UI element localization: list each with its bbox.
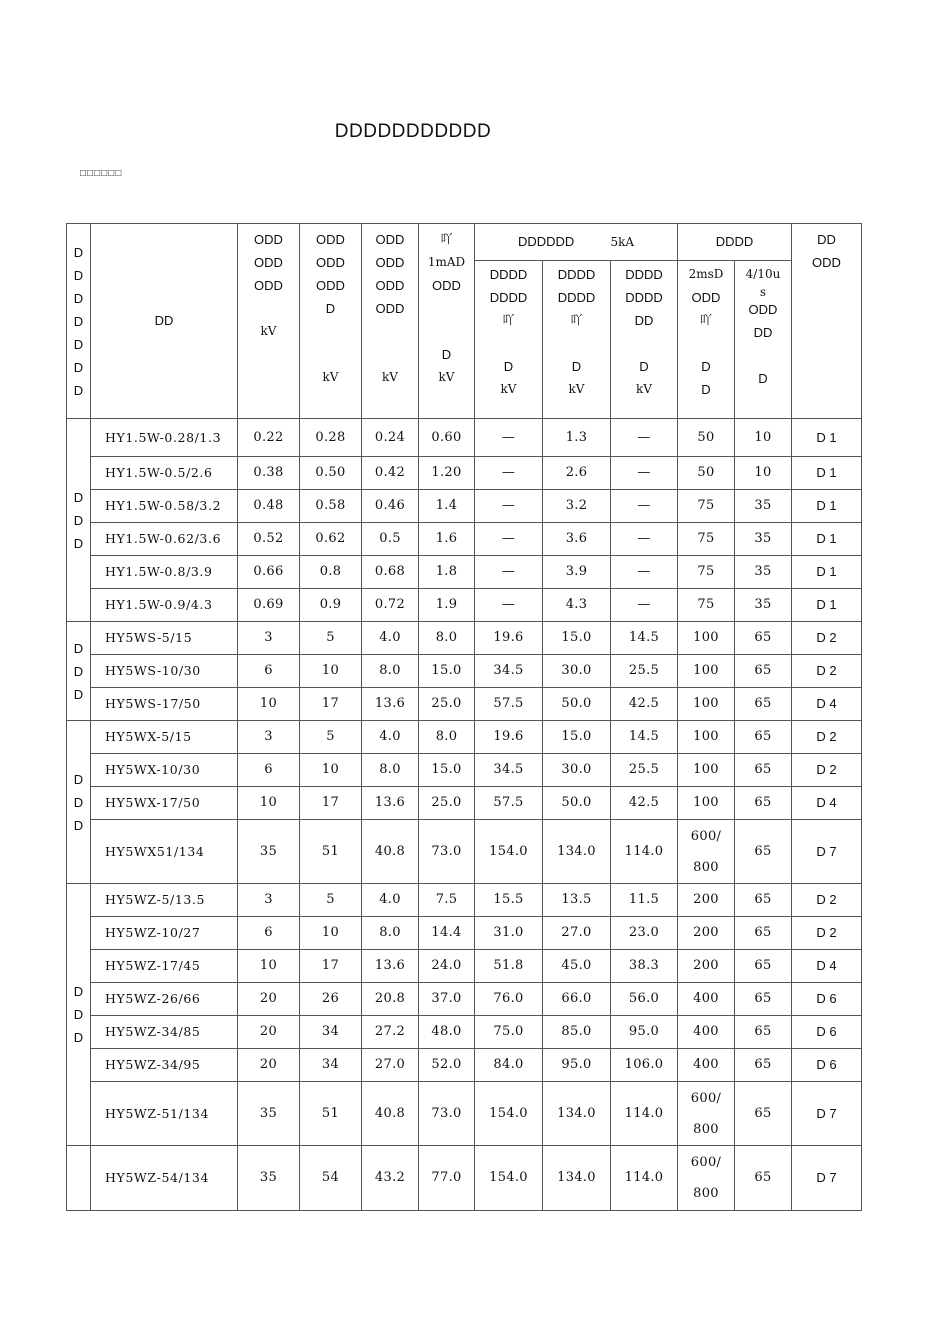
header-row-1 — [67, 224, 862, 261]
value-cell-a: 35 — [238, 820, 300, 884]
value-cell-b: 0.58 — [300, 490, 362, 523]
value-cell-c2: 65 — [735, 1016, 792, 1049]
value-cell-c1: 75 — [678, 556, 735, 589]
value-cell-b: 17 — [300, 787, 362, 820]
note-cell: D 6 — [792, 983, 862, 1016]
value-cell-d: 0.60 — [419, 419, 475, 457]
value-cell-b: 26 — [300, 983, 362, 1016]
value-cell-c2: 65 — [735, 688, 792, 721]
value-cell-c: 40.8 — [362, 820, 419, 884]
note-cell: D 2 — [792, 884, 862, 917]
value-cell-b: 51 — [300, 1082, 362, 1146]
value-cell-d: 1.9 — [419, 589, 475, 622]
value-cell-d: 1.20 — [419, 457, 475, 490]
value-cell-c1: 75 — [678, 523, 735, 556]
header-res2: DDDD DDDD 吖 D kV — [543, 261, 611, 419]
value-cell-r2: 13.5 — [543, 884, 611, 917]
header-res1: DDDD DDDD 吖 D kV — [475, 261, 543, 419]
value-cell-d: 24.0 — [419, 950, 475, 983]
value-cell-r2: 95.0 — [543, 1049, 611, 1082]
note-cell: D 1 — [792, 556, 862, 589]
value-cell-r2: 15.0 — [543, 721, 611, 754]
table-row — [67, 655, 862, 688]
note-cell: D 2 — [792, 655, 862, 688]
model-cell: HY5WX-17/50 — [91, 787, 238, 820]
value-cell-d: 1.6 — [419, 523, 475, 556]
table-row — [67, 523, 862, 556]
value-cell-c2: 35 — [735, 523, 792, 556]
value-cell-c1: 100 — [678, 622, 735, 655]
value-cell-b: 0.28 — [300, 419, 362, 457]
value-cell-r3: 14.5 — [611, 721, 678, 754]
value-cell-r2: 134.0 — [543, 820, 611, 884]
value-cell-b: 17 — [300, 688, 362, 721]
value-cell-d: 77.0 — [419, 1146, 475, 1211]
value-cell-r1: 19.6 — [475, 622, 543, 655]
value-cell-c2: 65 — [735, 1049, 792, 1082]
value-cell-b: 10 — [300, 655, 362, 688]
value-cell-d: 15.0 — [419, 655, 475, 688]
model-cell: HY5WZ-34/95 — [91, 1049, 238, 1082]
value-cell-a: 10 — [238, 688, 300, 721]
value-cell-r1: 57.5 — [475, 787, 543, 820]
value-cell-r2: 15.0 — [543, 622, 611, 655]
value-cell-b: 34 — [300, 1016, 362, 1049]
value-cell-b: 0.62 — [300, 523, 362, 556]
category-cell — [67, 1146, 91, 1211]
category-label: D — [73, 984, 84, 999]
spec-table — [66, 223, 862, 1211]
note-cell: D 1 — [792, 490, 862, 523]
note-cell: D 2 — [792, 622, 862, 655]
value-cell-c1: 75 — [678, 589, 735, 622]
value-cell-c2: 65 — [735, 983, 792, 1016]
value-cell-c1: 100 — [678, 655, 735, 688]
value-cell-r1: 57.5 — [475, 688, 543, 721]
value-cell-r3: 23.0 — [611, 917, 678, 950]
note-cell: D 1 — [792, 457, 862, 490]
model-cell: HY1.5W-0.9/4.3 — [91, 589, 238, 622]
value-cell-r1: 31.0 — [475, 917, 543, 950]
value-cell-r3: 38.3 — [611, 950, 678, 983]
table-row — [67, 1082, 862, 1146]
value-cell-r1: 154.0 — [475, 1082, 543, 1146]
value-cell-c2: 65 — [735, 1082, 792, 1146]
value-cell-r2: 45.0 — [543, 950, 611, 983]
value-cell-c2: 65 — [735, 917, 792, 950]
model-cell: HY5WX-5/15 — [91, 721, 238, 754]
value-cell-c2: 35 — [735, 589, 792, 622]
value-cell-b: 51 — [300, 820, 362, 884]
note-cell: D 2 — [792, 721, 862, 754]
table-row — [67, 1146, 862, 1211]
value-cell-r2: 2.6 — [543, 457, 611, 490]
value-cell-c1: 100 — [678, 787, 735, 820]
value-cell-c: 0.72 — [362, 589, 419, 622]
value-cell-c: 0.24 — [362, 419, 419, 457]
value-cell-r2: 30.0 — [543, 655, 611, 688]
model-cell: HY5WZ-17/45 — [91, 950, 238, 983]
value-cell-r3: — — [611, 419, 678, 457]
value-cell-c2: 10 — [735, 419, 792, 457]
value-cell-d: 8.0 — [419, 622, 475, 655]
value-cell-r3: — — [611, 556, 678, 589]
model-cell: HY5WS-17/50 — [91, 688, 238, 721]
value-cell-d: 7.5 — [419, 884, 475, 917]
table-row — [67, 622, 862, 655]
value-cell-r3: 25.5 — [611, 655, 678, 688]
value-cell-r1: 19.6 — [475, 721, 543, 754]
value-cell-a: 0.66 — [238, 556, 300, 589]
value-cell-r3: — — [611, 523, 678, 556]
category-cell — [67, 419, 91, 622]
value-cell-a: 35 — [238, 1082, 300, 1146]
value-cell-r1: 15.5 — [475, 884, 543, 917]
value-cell-r3: 114.0 — [611, 820, 678, 884]
note-cell: D 4 — [792, 950, 862, 983]
note-cell: D 2 — [792, 917, 862, 950]
value-cell-r3: — — [611, 490, 678, 523]
page-subtitle: □□□□□□ — [80, 168, 123, 179]
header-group-residual: DDDDDD 5kA — [475, 224, 678, 261]
value-cell-c: 0.42 — [362, 457, 419, 490]
value-cell-a: 3 — [238, 721, 300, 754]
value-cell-r1: — — [475, 457, 543, 490]
value-cell-d: 73.0 — [419, 820, 475, 884]
value-cell-c: 20.8 — [362, 983, 419, 1016]
value-cell-b: 5 — [300, 884, 362, 917]
model-cell: HY5WX-10/30 — [91, 754, 238, 787]
model-cell: HY5WX51/134 — [91, 820, 238, 884]
value-cell-r2: 3.2 — [543, 490, 611, 523]
value-cell-d: 48.0 — [419, 1016, 475, 1049]
value-cell-c1: 75 — [678, 490, 735, 523]
value-cell-d: 37.0 — [419, 983, 475, 1016]
value-cell-r3: 14.5 — [611, 622, 678, 655]
value-cell-b: 0.8 — [300, 556, 362, 589]
value-cell-r3: 95.0 — [611, 1016, 678, 1049]
value-cell-r2: 30.0 — [543, 754, 611, 787]
value-cell-c1: 100 — [678, 688, 735, 721]
table-row — [67, 589, 862, 622]
category-label: D — [73, 794, 84, 810]
value-cell-a: 3 — [238, 622, 300, 655]
value-cell-c1: 400 — [678, 1049, 735, 1082]
value-cell-b: 5 — [300, 721, 362, 754]
note-cell: D 2 — [792, 754, 862, 787]
model-cell: HY5WS-10/30 — [91, 655, 238, 688]
model-cell: HY5WZ-26/66 — [91, 983, 238, 1016]
value-cell-c: 40.8 — [362, 1082, 419, 1146]
value-cell-c2: 65 — [735, 721, 792, 754]
header-cur1: 2msD ODD 吖 D D — [678, 261, 735, 419]
value-cell-a: 0.48 — [238, 490, 300, 523]
model-cell: HY5WZ-54/134 — [91, 1146, 238, 1211]
value-cell-c: 27.0 — [362, 1049, 419, 1082]
value-cell-d: 14.4 — [419, 917, 475, 950]
value-cell-c: 0.5 — [362, 523, 419, 556]
value-cell-c2: 35 — [735, 490, 792, 523]
model-cell: HY5WS-5/15 — [91, 622, 238, 655]
value-cell-b: 17 — [300, 950, 362, 983]
value-cell-c2: 65 — [735, 820, 792, 884]
table-row — [67, 490, 862, 523]
value-cell-r2: 1.3 — [543, 419, 611, 457]
value-cell-r3: 42.5 — [611, 787, 678, 820]
note-cell: D 7 — [792, 1082, 862, 1146]
value-cell-c2: 65 — [735, 754, 792, 787]
value-cell-r1: 154.0 — [475, 820, 543, 884]
value-cell-c2: 65 — [735, 950, 792, 983]
value-line: 600/ — [690, 1155, 722, 1170]
value-cell-c1 — [678, 1082, 735, 1146]
value-cell-a: 6 — [238, 655, 300, 688]
header-col-a: ODD ODD ODD kV — [238, 224, 300, 419]
value-cell-b: 0.9 — [300, 589, 362, 622]
value-cell-r1: 34.5 — [475, 655, 543, 688]
value-cell-c: 4.0 — [362, 622, 419, 655]
value-cell-c2: 10 — [735, 457, 792, 490]
value-cell-b: 5 — [300, 622, 362, 655]
note-cell: D 1 — [792, 419, 862, 457]
value-cell-r1: — — [475, 589, 543, 622]
value-cell-r3: 11.5 — [611, 884, 678, 917]
header-type: D D D D D D D — [67, 224, 91, 419]
table-row — [67, 820, 862, 884]
value-cell-r1: 51.8 — [475, 950, 543, 983]
note-cell: D 6 — [792, 1049, 862, 1082]
value-cell-r1: 75.0 — [475, 1016, 543, 1049]
value-cell-c1 — [678, 1146, 735, 1211]
value-cell-d: 1.8 — [419, 556, 475, 589]
value-cell-c1: 200 — [678, 950, 735, 983]
value-cell-c1: 200 — [678, 917, 735, 950]
header-group-current: DDDD — [678, 224, 792, 261]
model-cell: HY1.5W-0.62/3.6 — [91, 523, 238, 556]
table-row — [67, 884, 862, 917]
value-cell-c1: 100 — [678, 721, 735, 754]
note-cell: D 1 — [792, 589, 862, 622]
value-cell-c: 8.0 — [362, 917, 419, 950]
value-cell-r1: — — [475, 490, 543, 523]
value-cell-a: 6 — [238, 917, 300, 950]
value-cell-a: 20 — [238, 983, 300, 1016]
value-cell-r2: 85.0 — [543, 1016, 611, 1049]
category-label: D — [73, 1030, 84, 1045]
note-cell: D 4 — [792, 688, 862, 721]
value-line: 600/ — [690, 828, 722, 844]
value-cell-c: 0.46 — [362, 490, 419, 523]
value-cell-b: 10 — [300, 917, 362, 950]
model-cell: HY1.5W-0.58/3.2 — [91, 490, 238, 523]
value-cell-r2: 134.0 — [543, 1146, 611, 1211]
model-cell: HY5WZ-5/13.5 — [91, 884, 238, 917]
value-cell-c: 8.0 — [362, 655, 419, 688]
model-cell: HY1.5W-0.28/1.3 — [91, 419, 238, 457]
model-cell: HY1.5W-0.5/2.6 — [91, 457, 238, 490]
table-row — [67, 457, 862, 490]
value-cell-c1: 50 — [678, 457, 735, 490]
category-cell — [67, 884, 91, 1146]
model-cell: HY5WZ-10/27 — [91, 917, 238, 950]
table-row — [67, 721, 862, 754]
value-cell-r2: 50.0 — [543, 787, 611, 820]
value-cell-r3: 114.0 — [611, 1082, 678, 1146]
table-row — [67, 787, 862, 820]
header-note: DD ODD — [792, 224, 862, 419]
header-col-b: ODD ODD ODD D kV — [300, 224, 362, 419]
value-cell-a: 0.22 — [238, 419, 300, 457]
value-cell-r3: 56.0 — [611, 983, 678, 1016]
category-label: D — [73, 817, 84, 833]
value-cell-r1: — — [475, 556, 543, 589]
value-cell-r2: 134.0 — [543, 1082, 611, 1146]
value-cell-c: 8.0 — [362, 754, 419, 787]
header-res3: DDDD DDDD DD D kV — [611, 261, 678, 419]
category-label: D — [73, 771, 84, 787]
header-col-d: 吖 1mAD ODD D kV — [419, 224, 475, 419]
value-cell-d: 25.0 — [419, 688, 475, 721]
value-cell-a: 10 — [238, 950, 300, 983]
model-cell: HY5WZ-51/134 — [91, 1082, 238, 1146]
value-cell-a: 10 — [238, 787, 300, 820]
value-cell-c1: 400 — [678, 983, 735, 1016]
value-cell-c1 — [678, 820, 735, 884]
header-model: DD — [91, 224, 238, 419]
value-cell-r3: 25.5 — [611, 754, 678, 787]
value-cell-r2: 3.9 — [543, 556, 611, 589]
category-label: D — [73, 489, 84, 505]
header-cur2: 4/10u s ODD DD D — [735, 261, 792, 419]
category-label: D — [73, 512, 84, 528]
value-cell-a: 3 — [238, 884, 300, 917]
category-label: D — [73, 535, 84, 551]
table-row — [67, 1016, 862, 1049]
table-row — [67, 950, 862, 983]
value-cell-r1: 84.0 — [475, 1049, 543, 1082]
value-line: 800 — [693, 1121, 719, 1137]
value-cell-r1: 154.0 — [475, 1146, 543, 1211]
page-title: DDDDDDDDDDD — [334, 121, 492, 142]
value-cell-r2: 4.3 — [543, 589, 611, 622]
value-cell-a: 0.69 — [238, 589, 300, 622]
category-cell — [67, 622, 91, 721]
value-cell-a: 6 — [238, 754, 300, 787]
value-cell-r3: 42.5 — [611, 688, 678, 721]
header-col-c: ODD ODD ODD ODD kV — [362, 224, 419, 419]
value-line: 600/ — [690, 1090, 722, 1106]
value-cell-c2: 65 — [735, 655, 792, 688]
value-cell-d: 25.0 — [419, 787, 475, 820]
value-cell-a: 35 — [238, 1146, 300, 1211]
table-row — [67, 1049, 862, 1082]
value-cell-b: 10 — [300, 754, 362, 787]
value-cell-c: 13.6 — [362, 950, 419, 983]
category-label: D — [73, 686, 84, 702]
value-cell-c: 27.2 — [362, 1016, 419, 1049]
value-cell-c: 4.0 — [362, 721, 419, 754]
value-cell-d: 15.0 — [419, 754, 475, 787]
value-cell-d: 1.4 — [419, 490, 475, 523]
value-cell-c: 0.68 — [362, 556, 419, 589]
model-cell: HY5WZ-34/85 — [91, 1016, 238, 1049]
table-row — [67, 983, 862, 1016]
value-cell-c2: 65 — [735, 787, 792, 820]
table-row — [67, 917, 862, 950]
value-cell-b: 54 — [300, 1146, 362, 1211]
value-cell-r1: 76.0 — [475, 983, 543, 1016]
category-label: D — [73, 1007, 84, 1022]
value-cell-c1: 200 — [678, 884, 735, 917]
value-cell-c1: 400 — [678, 1016, 735, 1049]
value-cell-r2: 27.0 — [543, 917, 611, 950]
value-cell-r3: — — [611, 457, 678, 490]
value-cell-b: 0.50 — [300, 457, 362, 490]
value-cell-r3: — — [611, 589, 678, 622]
value-cell-c2: 35 — [735, 556, 792, 589]
value-cell-a: 0.52 — [238, 523, 300, 556]
value-cell-c2: 65 — [735, 622, 792, 655]
category-cell — [67, 721, 91, 884]
note-cell: D 7 — [792, 820, 862, 884]
value-cell-c: 13.6 — [362, 688, 419, 721]
value-cell-r2: 50.0 — [543, 688, 611, 721]
value-cell-a: 20 — [238, 1016, 300, 1049]
value-line: 800 — [693, 1186, 719, 1201]
value-cell-r1: — — [475, 523, 543, 556]
value-cell-r3: 106.0 — [611, 1049, 678, 1082]
value-cell-d: 8.0 — [419, 721, 475, 754]
value-cell-r2: 66.0 — [543, 983, 611, 1016]
note-cell: D 4 — [792, 787, 862, 820]
category-label: D — [73, 663, 84, 679]
note-cell: D 1 — [792, 523, 862, 556]
note-cell: D 6 — [792, 1016, 862, 1049]
value-cell-c2: 65 — [735, 1146, 792, 1211]
value-cell-a: 20 — [238, 1049, 300, 1082]
value-cell-r2: 3.6 — [543, 523, 611, 556]
note-cell: D 7 — [792, 1146, 862, 1211]
value-cell-c: 4.0 — [362, 884, 419, 917]
value-cell-r3: 114.0 — [611, 1146, 678, 1211]
value-cell-r1: 34.5 — [475, 754, 543, 787]
value-cell-c2: 65 — [735, 884, 792, 917]
value-cell-c1: 100 — [678, 754, 735, 787]
value-cell-c1: 50 — [678, 419, 735, 457]
value-cell-b: 34 — [300, 1049, 362, 1082]
category-label: D — [73, 640, 84, 656]
value-cell-d: 73.0 — [419, 1082, 475, 1146]
value-cell-c: 13.6 — [362, 787, 419, 820]
table-row — [67, 556, 862, 589]
table-row — [67, 419, 862, 457]
value-cell-c: 43.2 — [362, 1146, 419, 1211]
value-cell-a: 0.38 — [238, 457, 300, 490]
table-row — [67, 688, 862, 721]
value-cell-d: 52.0 — [419, 1049, 475, 1082]
table-row — [67, 754, 862, 787]
value-line: 800 — [693, 859, 719, 875]
value-cell-r1: — — [475, 419, 543, 457]
model-cell: HY1.5W-0.8/3.9 — [91, 556, 238, 589]
